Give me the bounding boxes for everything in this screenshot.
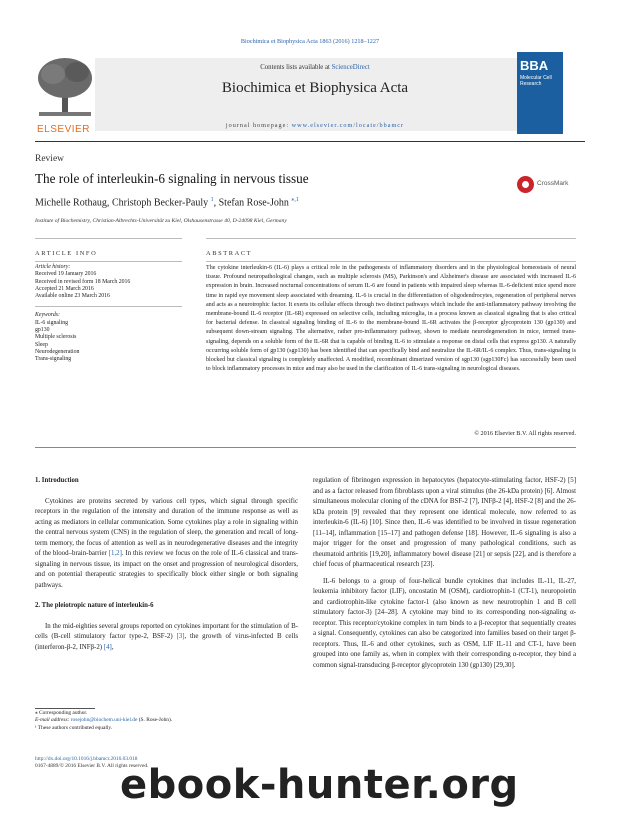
issn-line: 0167-4889/© 2016 Elsevier B.V. All rights reserved. bbox=[35, 763, 149, 769]
journal-homepage: journal homepage: www.elsevier.com/locate/bbamcr bbox=[225, 122, 405, 129]
keyword: Sleep bbox=[35, 341, 48, 348]
abstract-text: The cytokine interleukin-6 (IL-6) plays a critical role in the pathogenesis of inflammatory disorders and in the physiological homeostasis of neural tissue. Profound neuropathological changes, such as multiple sclerosis (MS), Parkinson's and Alzheimer's disease are associated with increased IL-6 expression in brain. Increased nocturnal concentrations of serum IL-6 are found in patients with impaired sleep whereas IL-6-deficient mice spend more time in rapid eye movement sleep associated with dreaming. IL-6 is crucial in the differentiation of oligodendrocytes, regeneration of peripheral nerves and acts as a neurotrophic factor. It exerts its cellular effects through two distinct pathways which include the anti-inflammatory pathway involving the membrane-bound IL-6 receptor (IL-6R) expressed on selective cells, including microglia, in a process known as classical signaling that is also critical for bacterial defense. In classical signaling binding of IL-6 to the membrane-bound IL-6R activates the β-receptor glycoprotein 130 (gp130) and subsequent down-stream signaling. The alternative, rather pro-inflammatory pathway, shown to mediate neurodegeneration in mice, termed trans-signaling, depends on a soluble form of the IL-6R that is capable of binding IL-6 to stimulate a response on distal cells that express gp130. A naturally occurring soluble form of gp130 (sgp130) has been identified that can specifically bind and neutralize the IL-6R/IL-6 complex. Thus, trans-signaling is blocked but classical signaling is completely unaffected. A modified, recombinant dimerized version of sgp130 (sgp130Fc) has successfully been used to block inflammatory processes in mice and may also be used in the clarification of IL-6 trans-signaling in neurological diseases. bbox=[206, 265, 576, 373]
author-footnote-mark[interactable]: ⁎,1 bbox=[291, 197, 299, 203]
reference-link[interactable]: [1,2] bbox=[108, 550, 122, 557]
history-label: Article history: bbox=[35, 264, 71, 270]
footnote: E-mail address: rosejohn@biochem.uni-kiel.de (S. Rose-John). bbox=[35, 717, 173, 724]
journal-citation[interactable]: Biochimica et Biophysica Acta 1863 (2016) 1218–1227 bbox=[240, 38, 380, 45]
homepage-link[interactable]: www.elsevier.com/locate/bbamcr bbox=[291, 122, 405, 129]
header-rule bbox=[35, 141, 585, 142]
journal-header bbox=[35, 50, 585, 142]
elsevier-tree-logo bbox=[35, 56, 95, 135]
divider bbox=[35, 306, 182, 307]
keyword: gp130 bbox=[35, 327, 50, 334]
history-item: Available online 23 March 2016 bbox=[35, 293, 110, 300]
reference-link[interactable]: [3] bbox=[176, 633, 185, 640]
keyword: Trans-signaling bbox=[35, 356, 72, 363]
doi-link[interactable]: http://dx.doi.org/10.1016/j.bbamcr.2016.03.018 bbox=[35, 756, 138, 762]
body-left-column bbox=[35, 476, 298, 653]
history-item: Accepted 21 March 2016 bbox=[35, 285, 94, 292]
article-info-heading: ARTICLE INFO bbox=[35, 250, 98, 257]
body-right-column bbox=[313, 476, 576, 671]
divider bbox=[206, 238, 576, 239]
publisher-wordmark: ELSEVIER bbox=[37, 124, 90, 135]
email-link[interactable]: rosejohn@biochem.uni-kiel.de bbox=[70, 717, 138, 724]
keyword: Neurodegeneration bbox=[35, 348, 80, 355]
article-type: Review bbox=[35, 154, 65, 164]
abstract-heading: ABSTRACT bbox=[206, 250, 253, 257]
divider bbox=[35, 238, 182, 239]
section-heading: 2. The pleiotropic nature of interleukin-6 bbox=[35, 602, 154, 609]
author-name[interactable]: Michelle Rothaug, bbox=[35, 197, 112, 209]
author-list bbox=[35, 196, 299, 208]
history-item: Received in revised form 18 March 2016 bbox=[35, 278, 131, 285]
author-name[interactable]: , Stefan Rose-John bbox=[213, 197, 292, 209]
divider bbox=[35, 261, 182, 262]
copyright-notice: © 2016 Elsevier B.V. All rights reserved. bbox=[474, 430, 576, 437]
affiliation: Institute of Biochemistry, Christian-Albrechts-Universität zu Kiel, Olshausenstrasse 40, D-24098 Kiel, Germany bbox=[35, 218, 287, 224]
crossmark-icon bbox=[517, 176, 534, 193]
footnote: ¹ These authors contributed equally. bbox=[35, 724, 113, 731]
reference-link[interactable]: [4] bbox=[103, 643, 112, 651]
journal-cover: BBA Molecular Cell Research bbox=[517, 52, 563, 134]
paragraph: regulation of fibrinogen expression in hepatocytes (hepatocyte-stimulating factor, HSF-2) [5] and as a factor released from fibroblasts upon a viral stimulus (the 26-kDa protein) [6]. Almost simultaneous molecular cloning of the cDNA for BSF-2 [7], INFβ-2 [4], HSF-2 [8] and the 26-kDa protein [9] revealed that they represent one identical molecule, now referred to as interleukin-6 (IL-6) [10]. Since then, IL-6 was identified to be involved in tissue regeneration [11–14], inflammation [15–17] and pathogen defense [18]. However, IL-6 signaling is also a major trigger for the onset and progression of many pathological conditions, such as rheumatoid arthritis [19,20], inflammatory bowel disease [21] or sepsis [22], and is therefore a chief focus of pharmaceutical research [23]. bbox=[313, 477, 576, 568]
keywords-label: Keywords: bbox=[35, 312, 60, 319]
contents-line: Contents lists available at ScienceDirect bbox=[260, 64, 370, 71]
footnote: ⁎ Corresponding author. bbox=[35, 710, 88, 716]
article-title: The role of interleukin-6 signaling in nervous tissue bbox=[35, 171, 309, 186]
watermark: ebook-hunter.org bbox=[120, 762, 519, 808]
paragraph: Cytokines are proteins secreted by various cell types, which signal through specific receptors in the regulation of the intensity and duration of the immune response as well as acting as mediators in cellular communication. Some cytokines play a role in signaling within the central nervous system (CNS) in the regulation of sleep, the generation and recall of long-term memory, the focus of attention as well as in neurodegenerative diseases and the integrity of the blood–brain-barrier [1,2]. In this review we focus on the role of IL-6 classical and trans-signaling in nervous tissue, its impact on the onset and progression of neurological disorders, and on potential therapeutic strategies to specifically block either single or both signaling pathways. bbox=[35, 497, 298, 589]
divider bbox=[35, 447, 576, 448]
keyword: Multiple sclerosis bbox=[35, 334, 77, 341]
author-footnote-mark[interactable]: 1 bbox=[210, 197, 214, 203]
author-name[interactable]: Christoph Becker-Pauly bbox=[111, 197, 211, 209]
crossmark-button[interactable]: CrossMark bbox=[517, 176, 577, 194]
footnotes bbox=[35, 710, 298, 732]
sciencedirect-link[interactable]: ScienceDirect bbox=[331, 64, 370, 71]
divider bbox=[206, 261, 576, 262]
section-heading: 1. Introduction bbox=[35, 477, 79, 484]
keyword: IL-6 signaling bbox=[35, 319, 69, 326]
footnote-divider bbox=[35, 708, 95, 709]
history-item: Received 19 January 2016 bbox=[35, 271, 97, 278]
paragraph: In the mid-eighties several groups reported on cytokines important for the stimulation of B-cells (B-cell stimulatory factor type-2, BSF-2) [3], the growth of virus-infected B cells (interferon-β-2, INFβ-2) [4], bbox=[35, 622, 298, 651]
paragraph: IL-6 belongs to a group of four-helical bundle cytokines that includes IL-11, IL-27, leukemia inhibitory factor (LIF), oncostatin M (OSM), cardiotrophin-1 (CT-1), neuropoietin and cardiotrophin-like cytokine factor-1 (also known as new neurotrophin 1 and B cell stimulatory factor-3) [24–28]. A cytokine may bind to its corresponding non-signaling α-receptor. This receptor/cytokine complex in turn binds to a β-receptor that sequentially creates a signal. Consequently, cytokines can also be categorized into families based on their target β-receptors. Thus, IL-6 and other cytokines, such as OSM, LIF IL-11 and CT-1, have been grouped into one family as, when in complex with their corresponding α-receptor, they bind a common signal-transducing β-receptor glycoprotein 130 (gp130) [29,30]. bbox=[313, 577, 576, 669]
journal-title: Biochimica et Biophysica Acta bbox=[221, 80, 409, 96]
article-info bbox=[35, 264, 182, 364]
